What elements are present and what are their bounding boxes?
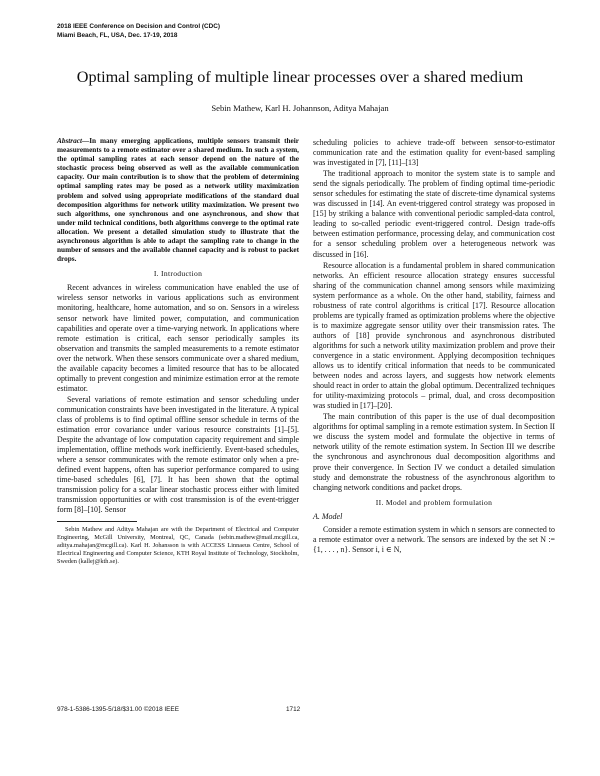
paragraph: scheduling policies to achieve trade-off between sensor-to-estimator communication rate and the estimation quality for event-based sampling was investigated in [7], [11]–[13] <box>313 138 555 168</box>
paper-authors: Sebin Mathew, Karl H. Johannson, Aditya Mahajan <box>211 103 389 113</box>
section-heading-model: II. Model and problem formulation <box>375 497 493 507</box>
paragraph: The traditional approach to monitor the system state is to sample and send the signals periodically. The problem of finding optimal time-periodic sensor schedules for estimating the state of discrete-time dynamical systems was discussed in [14]. An event-triggered control strategy was proposed in [15] by striking a balance with conventional periodic sampled-data control, leading to so-called periodic event-triggered control. Design trade-offs between estimation performance, processing delay, and communication cost for a sensor scheduling problem over a heterogeneous network was discussed in [16]. <box>313 169 555 259</box>
section-heading-introduction: I. Introduction <box>153 269 203 279</box>
left-column <box>57 137 299 566</box>
abstract <box>57 137 299 264</box>
paragraph: Several variations of remote estimation and sensor scheduling under communication constraints have been investigated in the literature. A typical class of problems is to find optimal offline sensor schedule in terms of the estimation error covariance under various resource constraints [1]–[5]. Despite the advantage of low computation capacity requirement and simple implementation, offline methods work inefficiently. Event-based schedules, where a sensor communicates with the remote estimator only when a pre-defined event happens, often has superior performance compared to using time-based schedules [6], [7]. It has been shown that the optimal transmission policy for a scalar linear stochastic process either with limited transmission opportunities or with cost transmission is of the event-trigger form [8]–[10]. Sensor <box>57 394 299 515</box>
author-footnote: Sebin Mathew and Aditya Mahajan are with the Department of Electrical and Computer Engineering, McGill University, Montreal, QC, Canada (sebin.mathew@mail.mcgill.ca, aditya.mahajan@mcgill.ca). Karl H. Johansson is with ACCESS Linnaeus Centre, School of Electrical Engineering and Computer Science, KTH Royal Institute of Technology, Stockholm, Sweden (kallej@kth.se). <box>57 526 299 566</box>
abstract-text: —In many emerging applications, multiple sensors transmit their measurements to a remote estimator over a shared medium. In such a system, the optimal sampling rates at each sensor depend on the nature of the stochastic process being observed as well as the available communication capacity. Our main contribution is to show that the problem of determining optimal sampling rates may be posed as a network utility maximization problem and solved using appropriate modifications of the standard dual decomposition algorithms for network utility maximization. We present two such algorithms, one synchronous and one asynchronous, and show that under mild technical conditions, both algorithms converge to the optimal rate allocation. We present a detailed simulation study to illustrate that the asynchronous algorithm is able to adapt the sampling rate to change in the number of sensors and the available channel capacity and is robust to packet drops. <box>57 137 299 264</box>
paper-title: Optimal sampling of multiple linear processes over a shared medium <box>76 68 524 86</box>
paragraph: The main contribution of this paper is the use of dual decomposition algorithms for optimal sampling in a remote estimation system. In Section II we discuss the system model and formulate the objective in terms of network utility of the remote estimation system. In Section III we describe the synchronous and asynchronous dual decomposition algorithms and prove their convergence. In Section IV we conduct a detailed simulation study and demonstrate the robustness of the asynchronous algorithm to changing network conditions and packet drops. <box>313 412 555 492</box>
paragraph: Consider a remote estimation system in which n sensors are connected to a remote estimator over a network. The sensors are indexed by the set N := {1, . . . , n}. Sensor i, i ∈ N, <box>313 524 555 554</box>
copyright-line: 978-1-5386-1395-5/18/$31.00 ©2018 IEEE <box>57 706 179 713</box>
paragraph: Recent advances in wireless communication have enabled the use of wireless sensor networks in various applications such as environment monitoring, healthcare, home automation, and so on. Sensors in a wireless sensor network have limited power, computation, and communication capabilities and operate over a time-varying network. In applications where remote estimation is critical, each sensor periodically samples its observation and transmits the sampled measurements to a remote estimator over the network. When these sensors communicate over a shared medium, the available capacity becomes a limited resource that has to be allocated optimally to prevent congestion and minimize estimation error at the remote estimator. <box>57 283 299 393</box>
subsection-heading-model: A. Model <box>313 511 343 521</box>
paragraph: Resource allocation is a fundamental problem in shared communication networks. An efficient resource allocation strategy ensures successful sharing of the communication channel among sensors while maximizing system performance as a whole. On the other hand, stability, fairness and robustness of rate control algorithms is critical [17]. Resource allocation problems are typically framed as optimization problems where the objective is to maximize aggregate sensor utility over their transmission rates. The authors of [18] provide synchronous and asynchronous distributed algorithms for such a network utility maximization problem and prove their convergence in a static environment. Applying decomposition techniques allows us to identify critical information that needs to be communicated between nodes and across layers, and suggests how network elements should react in order to attain the global optimum. Decentralized techniques for utility-maximizing protocols – primal, dual, and cross decomposition was studied in [17]–[20]. <box>313 260 555 411</box>
abstract-lead: Abstract <box>57 137 82 145</box>
conference-location: Miami Beach, FL, USA, Dec. 17-19, 2018 <box>57 31 178 39</box>
page-number: 1712 <box>286 706 301 713</box>
footnote-rule <box>57 521 137 522</box>
conference-header <box>57 23 457 40</box>
conference-name: 2018 IEEE Conference on Decision and Control (CDC) <box>57 23 220 30</box>
right-column <box>313 138 555 556</box>
